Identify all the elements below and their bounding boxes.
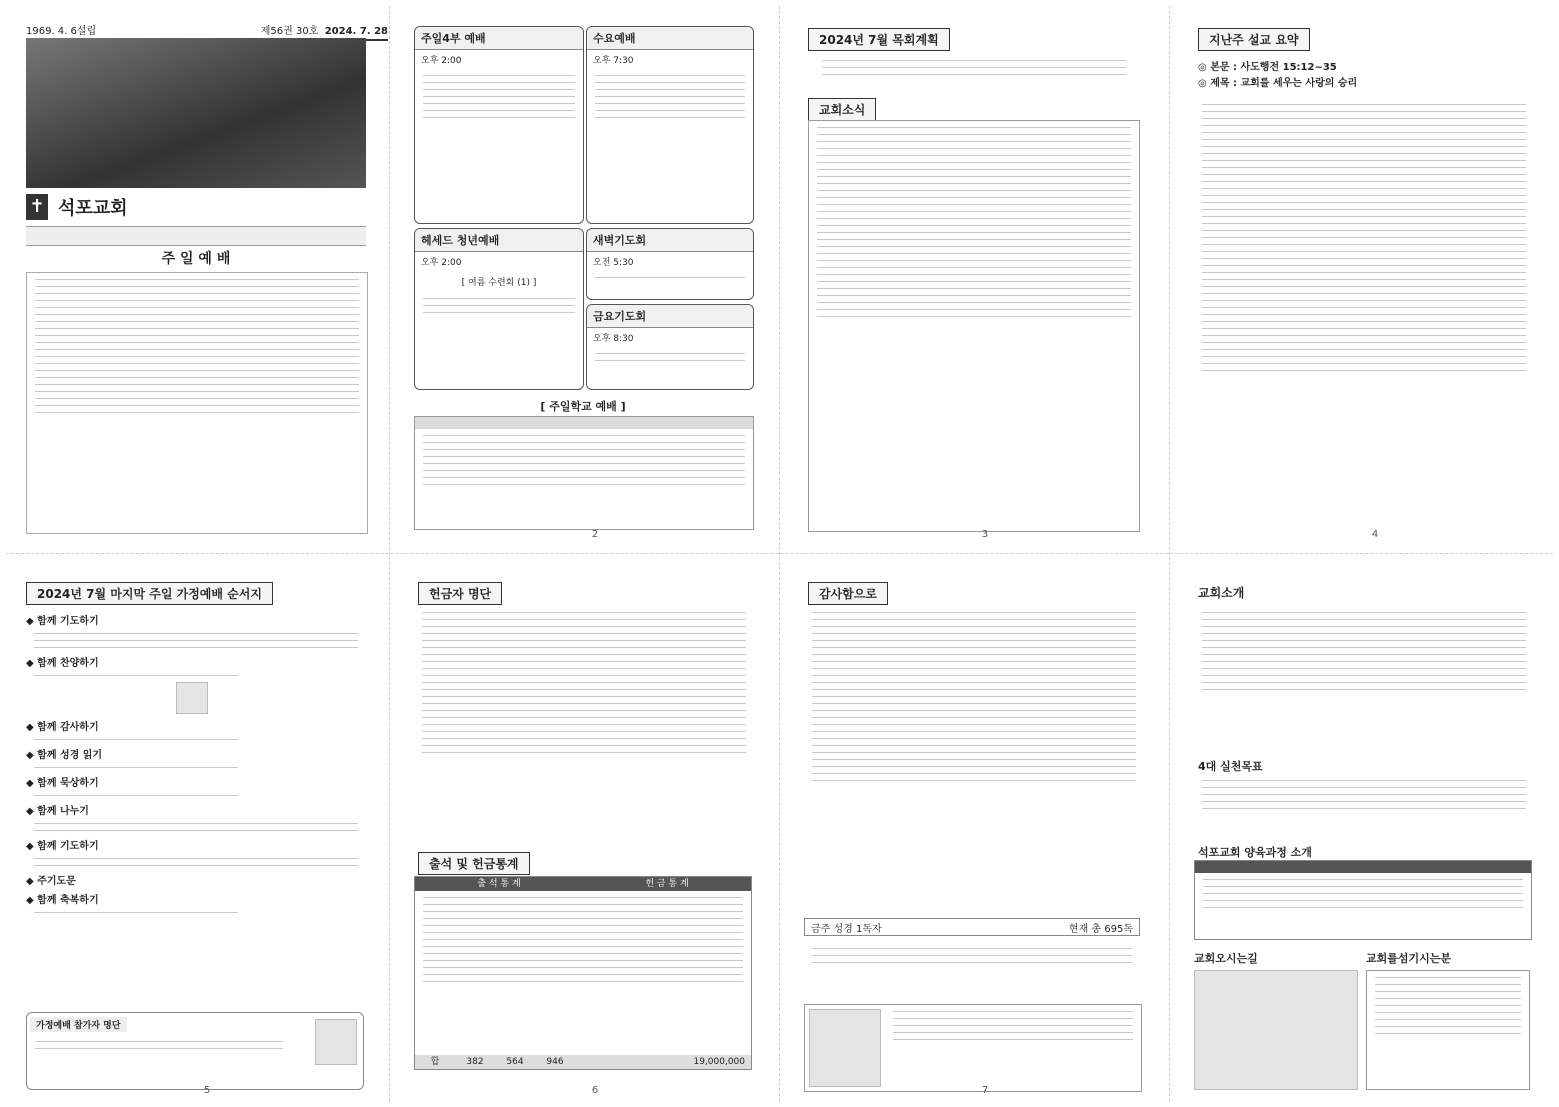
total-offering: 19,000,000 — [693, 1057, 745, 1067]
wednesday-title: 수요예배 — [587, 27, 753, 50]
sunday-school-title: [ 주일학교 예배 ] — [540, 400, 626, 413]
servants-title: 교회를섬기시는분 — [1366, 952, 1452, 965]
course-title: 석포교회 양육과정 소개 — [1198, 846, 1312, 859]
youth-time: 오후 2:00 — [421, 258, 462, 268]
worship4-time: 오후 2:00 — [421, 56, 462, 66]
church-news-title: 교회소식 — [808, 98, 876, 121]
issue-number: 제56권 30호 — [260, 26, 319, 37]
cross-icon: ✝ — [26, 194, 48, 220]
stats-title: 출석 및 헌금통계 — [418, 852, 530, 875]
practice-title: 4대 실천목표 — [1198, 760, 1263, 773]
thanksgiving-title: 감사함으로 — [808, 582, 888, 605]
dawn-prayer-time: 오전 5:30 — [593, 258, 634, 268]
section-title: 주 일 예 배 — [161, 251, 231, 267]
total-attendance: 946 — [546, 1057, 564, 1067]
order-item: ◆ 함께 기도하기 — [26, 616, 99, 627]
church-intro-panel — [1194, 578, 1556, 1098]
order-item: ◆ 함께 성경 읽기 — [26, 750, 103, 761]
order-item: ◆ 함께 찬양하기 — [26, 658, 99, 669]
church-news-body — [808, 120, 1140, 532]
map-image — [1194, 970, 1358, 1090]
youth-title: 헤세드 청년예배 — [415, 229, 583, 252]
bible-reading-bar — [804, 918, 1140, 936]
bible-schedule — [804, 942, 1140, 1002]
intro-title: 교회소개 — [1198, 586, 1245, 600]
attendance-header: 출 석 통 계 — [477, 879, 521, 889]
page-number: 4 — [1371, 529, 1379, 540]
family-worship-order — [26, 608, 366, 919]
order-item: ◆ 함께 감사하기 — [26, 722, 99, 733]
issue-date: 2024. 7. 28 — [324, 26, 388, 37]
order-item: ◆ 함께 묵상하기 — [26, 778, 99, 789]
family-worship-panel — [26, 578, 388, 1098]
founded-date: 1969. 4. 6설립 — [26, 26, 97, 37]
page-number: 7 — [981, 1085, 989, 1096]
intro-body — [1194, 606, 1534, 696]
offering-header: 헌 금 통 계 — [645, 879, 689, 889]
order-item: ◆ 함께 축복하기 — [26, 895, 99, 906]
participants-label: 가정예배 참가자 명단 — [30, 1017, 127, 1032]
stats-total-row — [415, 1055, 751, 1069]
practice-list — [1194, 774, 1534, 815]
wednesday-box — [586, 26, 754, 224]
church-banner — [26, 190, 366, 224]
directions-title: 교회오시는길 — [1194, 952, 1258, 965]
total-attendance: 382 — [466, 1057, 484, 1067]
offering-panel — [414, 578, 776, 1098]
qr-code — [176, 682, 208, 714]
servants-section — [1366, 950, 1530, 1090]
order-item: ◆ 주기도문 — [26, 876, 76, 887]
congregation-photo — [26, 38, 366, 188]
offering-list-title: 헌금자 명단 — [418, 582, 502, 605]
page-number: 5 — [203, 1085, 211, 1096]
worship4-box — [414, 26, 584, 224]
missions-box — [804, 1004, 1142, 1092]
thanksgiving-list — [804, 606, 1144, 787]
decorative-image — [809, 1009, 881, 1087]
thanksgiving-panel — [804, 578, 1166, 1098]
stats-table — [414, 876, 752, 1070]
total-label: 합 — [430, 1057, 440, 1067]
directions-section — [1194, 950, 1358, 1090]
wednesday-time: 오후 7:30 — [593, 56, 634, 66]
sermon-summary-panel — [1194, 22, 1556, 542]
sermon-scripture: ◎ 본문 : 사도행전 15:12~35 — [1198, 62, 1337, 73]
sermon-body — [1194, 98, 1534, 377]
dawn-prayer-box — [586, 228, 754, 300]
worship-order-table — [26, 272, 368, 534]
worship4-title: 주일4부 예배 — [415, 27, 583, 50]
dawn-prayer-title: 새벽기도회 — [587, 229, 753, 252]
bible-reading-label: 금주 성경 1독자 — [811, 923, 882, 935]
offering-names — [414, 606, 754, 759]
friday-prayer-title: 금요기도회 — [587, 305, 753, 328]
total-attendance: 564 — [506, 1057, 524, 1067]
youth-subtitle: [ 여름 수련회 (1) ] — [461, 278, 537, 288]
bible-reading-total: 현재 총 695독 — [1068, 923, 1133, 935]
monthly-plan-list — [814, 54, 1134, 81]
staff-roster — [26, 226, 366, 246]
monthly-plan-title: 2024년 7월 목회계획 — [808, 28, 950, 51]
friday-prayer-box — [586, 304, 754, 390]
church-news-panel — [804, 22, 1166, 542]
order-item: ◆ 함께 나누기 — [26, 806, 89, 817]
family-worship-title: 2024년 7월 마지막 주일 가정예배 순서지 — [26, 582, 273, 605]
qr-code — [315, 1019, 357, 1065]
sermon-summary-title: 지난주 설교 요약 — [1198, 28, 1310, 51]
page-number: 3 — [981, 529, 989, 540]
friday-prayer-time: 오후 8:30 — [593, 334, 634, 344]
sermon-subject: ◎ 제목 : 교회를 세우는 사랑의 승리 — [1198, 78, 1358, 89]
worship-schedule-panel — [414, 22, 776, 542]
page-number: 2 — [591, 529, 599, 540]
course-table — [1194, 860, 1532, 940]
church-name: 석포교회 — [58, 198, 128, 219]
sunday-school-table — [414, 416, 754, 530]
fold-line — [6, 553, 1553, 554]
order-item: ◆ 함께 기도하기 — [26, 841, 99, 852]
youth-box — [414, 228, 584, 390]
cover-panel — [26, 22, 388, 542]
participants-box — [26, 1012, 364, 1090]
page-number: 6 — [591, 1085, 599, 1096]
